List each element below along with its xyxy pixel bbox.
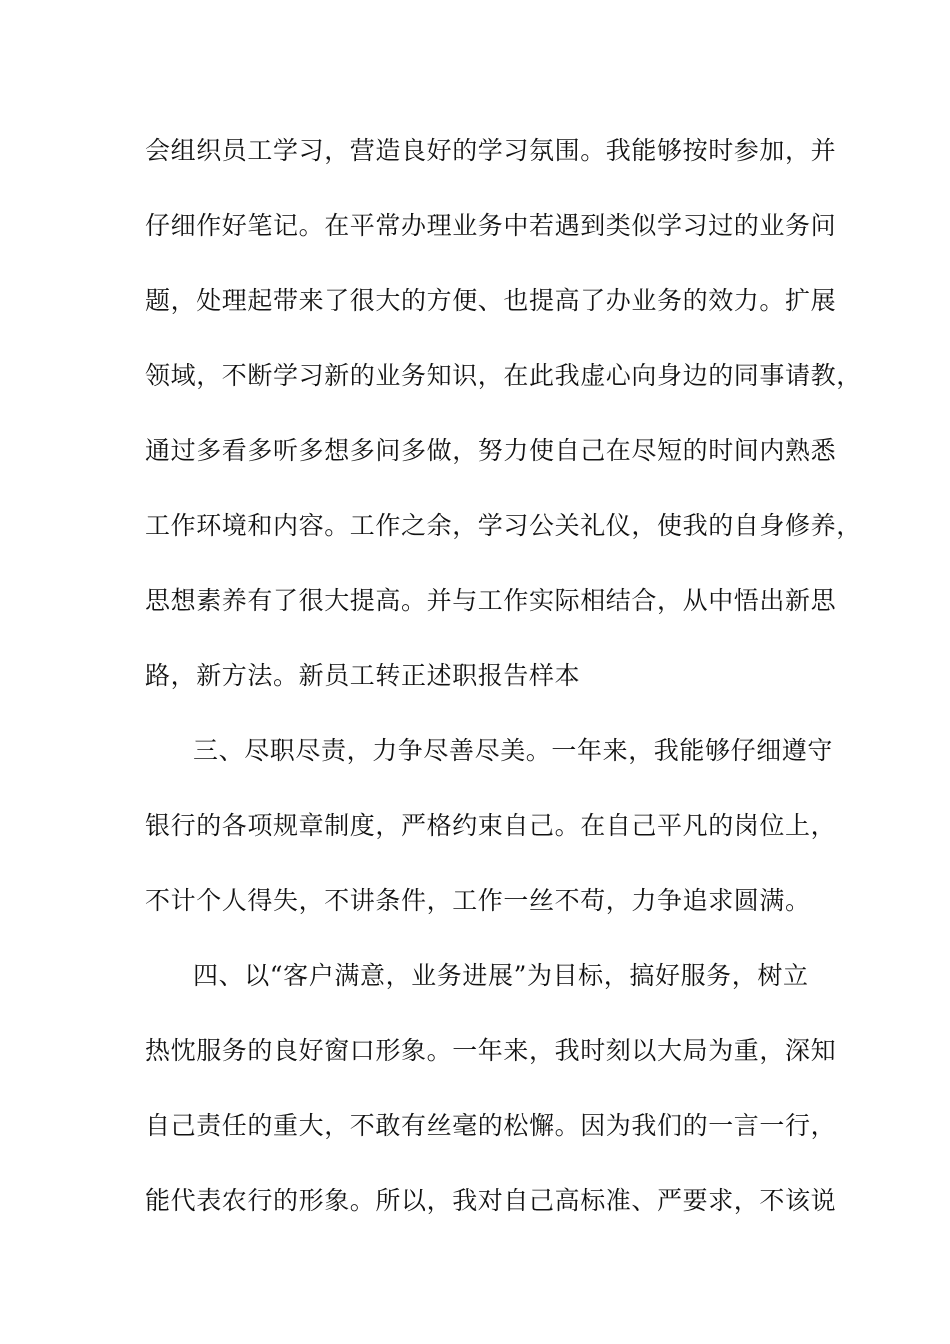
text-line: 题，处理起带来了很大的方便、也提高了办业务的效力。扩展 (145, 286, 837, 315)
text-line: 思想素养有了很大提高。并与工作实际相结合，从中悟出新思 (145, 586, 837, 615)
text-line: 路，新方法。新员工转正述职报告样本 (145, 661, 581, 690)
paragraph-start-line: 四、以“客户满意，业务进展”为目标，搞好服务，树立 (193, 961, 809, 990)
paragraph-start-line: 三、尽职尽责，力争尽善尽美。一年来，我能够仔细遵守 (193, 736, 834, 765)
text-line: 仔细作好笔记。在平常办理业务中若遇到类似学习过的业务问 (145, 211, 837, 240)
text-line: 能代表农行的形象。所以，我对自己高标准、严要求，不该说 (145, 1186, 837, 1215)
text-line: 工作环境和内容。工作之余，学习公关礼仪，使我的自身修养， (145, 511, 862, 540)
text-line: 自己责任的重大，不敢有丝毫的松懈。因为我们的一言一行， (145, 1111, 837, 1140)
text-line: 热忱服务的良好窗口形象。一年来，我时刻以大局为重，深知 (145, 1036, 837, 1065)
text-line: 领域，不断学习新的业务知识，在此我虚心向身边的同事请教， (145, 361, 862, 390)
text-line: 银行的各项规章制度，严格约束自己。在自己平凡的岗位上， (145, 811, 837, 840)
text-line: 通过多看多听多想多问多做，努力使自己在尽短的时间内熟悉 (145, 436, 837, 465)
text-line: 会组织员工学习，营造良好的学习氛围。我能够按时参加，并 (145, 136, 837, 165)
text-line: 不计个人得失，不讲条件，工作一丝不苟，力争追求圆满。 (145, 886, 811, 915)
